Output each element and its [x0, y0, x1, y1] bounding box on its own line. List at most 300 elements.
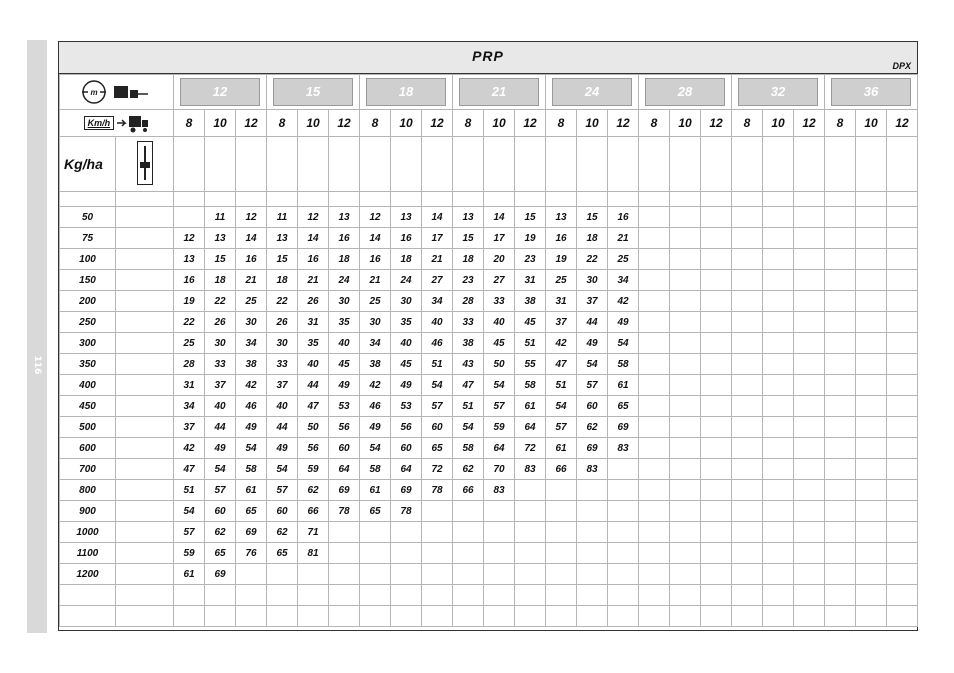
setting-cell: 78	[329, 501, 360, 522]
setting-cell	[856, 438, 887, 459]
setting-cell: 54	[453, 417, 484, 438]
setting-cell	[546, 522, 577, 543]
setting-cell	[794, 354, 825, 375]
setting-cell	[174, 207, 205, 228]
setting-cell: 50	[298, 417, 329, 438]
setting-cell	[763, 375, 794, 396]
setting-cell: 13	[546, 207, 577, 228]
setting-cell: 47	[174, 459, 205, 480]
setting-cell: 62	[267, 522, 298, 543]
setting-cell: 18	[453, 249, 484, 270]
rate-cell: 600	[60, 438, 116, 459]
setting-cell	[732, 459, 763, 480]
setting-cell	[856, 312, 887, 333]
rate-cell: 1000	[60, 522, 116, 543]
rate-cell: 300	[60, 333, 116, 354]
setting-cell	[825, 501, 856, 522]
setting-cell	[670, 396, 701, 417]
setting-cell: 30	[236, 312, 267, 333]
setting-cell	[701, 396, 732, 417]
setting-cell: 16	[329, 228, 360, 249]
setting-cell	[701, 228, 732, 249]
setting-cell: 64	[391, 459, 422, 480]
setting-cell	[453, 564, 484, 585]
setting-cell: 61	[515, 396, 546, 417]
setting-cell: 43	[453, 354, 484, 375]
setting-cell: 62	[205, 522, 236, 543]
speed-header: 8	[825, 110, 856, 137]
table-row	[60, 207, 918, 228]
setting-cell	[763, 396, 794, 417]
setting-cell	[732, 228, 763, 249]
setting-cell	[670, 228, 701, 249]
setting-cell: 65	[608, 396, 639, 417]
setting-cell: 25	[174, 333, 205, 354]
setting-cell: 61	[236, 480, 267, 501]
table-row	[60, 354, 918, 375]
setting-cell: 25	[608, 249, 639, 270]
tractor-speed-icon	[117, 113, 149, 133]
setting-cell: 30	[267, 333, 298, 354]
setting-cell: 78	[422, 480, 453, 501]
empty-row	[60, 606, 918, 627]
setting-cell: 13	[391, 207, 422, 228]
setting-cell	[856, 417, 887, 438]
rate-cell: 450	[60, 396, 116, 417]
setting-cell: 61	[608, 375, 639, 396]
setting-cell: 54	[577, 354, 608, 375]
setting-cell	[422, 564, 453, 585]
setting-cell: 19	[515, 228, 546, 249]
setting-cell: 12	[236, 207, 267, 228]
rate-cell: 700	[60, 459, 116, 480]
setting-cell: 33	[205, 354, 236, 375]
setting-cell	[639, 459, 670, 480]
setting-cell	[701, 438, 732, 459]
setting-cell: 30	[205, 333, 236, 354]
setting-cell	[329, 522, 360, 543]
setting-cell: 47	[453, 375, 484, 396]
setting-cell: 64	[515, 417, 546, 438]
setting-cell: 44	[577, 312, 608, 333]
table-row	[60, 249, 918, 270]
setting-cell	[794, 564, 825, 585]
setting-cell	[453, 522, 484, 543]
setting-cell: 65	[267, 543, 298, 564]
setting-cell	[856, 459, 887, 480]
setting-cell	[856, 501, 887, 522]
width-group-header	[732, 75, 825, 110]
setting-cell	[763, 291, 794, 312]
setting-cell	[670, 501, 701, 522]
setting-cell: 22	[577, 249, 608, 270]
setting-cell	[546, 543, 577, 564]
setting-cell	[732, 417, 763, 438]
setting-cell	[670, 375, 701, 396]
setting-cell: 62	[577, 417, 608, 438]
speed-header: 8	[267, 110, 298, 137]
speed-header: 12	[608, 110, 639, 137]
setting-cell: 60	[422, 417, 453, 438]
setting-cell: 37	[546, 312, 577, 333]
speed-header: 10	[763, 110, 794, 137]
setting-cell	[670, 207, 701, 228]
svg-text:m: m	[89, 88, 98, 97]
setting-cell: 47	[546, 354, 577, 375]
setting-cell: 51	[453, 396, 484, 417]
setting-cell	[670, 480, 701, 501]
setting-cell: 31	[515, 270, 546, 291]
speed-header: 10	[484, 110, 515, 137]
setting-cell: 49	[391, 375, 422, 396]
rate-cell: 150	[60, 270, 116, 291]
setting-cell: 56	[391, 417, 422, 438]
setting-cell: 21	[608, 228, 639, 249]
setting-cell: 47	[298, 396, 329, 417]
setting-cell	[670, 270, 701, 291]
setting-cell: 44	[298, 375, 329, 396]
rate-cell: 75	[60, 228, 116, 249]
setting-cell	[639, 228, 670, 249]
setting-cell	[732, 375, 763, 396]
setting-cell: 66	[298, 501, 329, 522]
setting-cell	[701, 543, 732, 564]
setting-cell: 30	[360, 312, 391, 333]
setting-cell: 45	[391, 354, 422, 375]
setting-cell	[701, 312, 732, 333]
setting-cell: 37	[174, 417, 205, 438]
setting-cell	[887, 228, 918, 249]
setting-cell	[732, 396, 763, 417]
width-group-header	[267, 75, 360, 110]
setting-cell	[825, 333, 856, 354]
setting-cell: 11	[205, 207, 236, 228]
setting-cell	[763, 543, 794, 564]
setting-cell: 40	[298, 354, 329, 375]
setting-cell: 69	[205, 564, 236, 585]
setting-cell: 34	[608, 270, 639, 291]
setting-cell: 60	[329, 438, 360, 459]
setting-cell	[794, 543, 825, 564]
setting-cell	[825, 417, 856, 438]
setting-cell	[732, 333, 763, 354]
setting-cell: 30	[577, 270, 608, 291]
setting-cell: 83	[515, 459, 546, 480]
width-group-header	[174, 75, 267, 110]
setting-cell: 44	[267, 417, 298, 438]
setting-cell: 62	[453, 459, 484, 480]
setting-cell: 61	[360, 480, 391, 501]
setting-cell	[546, 564, 577, 585]
setting-cell: 25	[546, 270, 577, 291]
setting-cell: 21	[360, 270, 391, 291]
setting-cell	[732, 564, 763, 585]
setting-cell: 35	[298, 333, 329, 354]
rate-icon-cell	[116, 137, 174, 192]
setting-cell: 70	[484, 459, 515, 480]
setting-cell	[360, 564, 391, 585]
setting-cell: 62	[298, 480, 329, 501]
setting-cell: 18	[267, 270, 298, 291]
setting-cell	[887, 291, 918, 312]
setting-cell	[825, 312, 856, 333]
setting-cell	[763, 228, 794, 249]
setting-cell	[701, 480, 732, 501]
setting-cell	[515, 564, 546, 585]
setting-cell: 54	[608, 333, 639, 354]
setting-cell: 55	[515, 354, 546, 375]
setting-cell: 58	[236, 459, 267, 480]
setting-cell	[670, 417, 701, 438]
setting-cell: 27	[484, 270, 515, 291]
width-badge: 36	[831, 78, 911, 106]
table-row	[60, 522, 918, 543]
setting-cell	[856, 564, 887, 585]
setting-cell: 27	[422, 270, 453, 291]
setting-cell	[732, 438, 763, 459]
setting-cell	[763, 312, 794, 333]
setting-cell	[639, 270, 670, 291]
setting-cell: 14	[236, 228, 267, 249]
setting-cell	[732, 522, 763, 543]
table-row	[60, 333, 918, 354]
setting-cell: 14	[484, 207, 515, 228]
setting-cell: 54	[422, 375, 453, 396]
setting-cell	[856, 375, 887, 396]
setting-cell	[608, 564, 639, 585]
rate-cell: 350	[60, 354, 116, 375]
setting-cell: 59	[174, 543, 205, 564]
setting-cell: 16	[546, 228, 577, 249]
setting-cell: 23	[453, 270, 484, 291]
rate-cell: 200	[60, 291, 116, 312]
setting-cell: 40	[329, 333, 360, 354]
setting-cell	[856, 249, 887, 270]
setting-cell: 40	[422, 312, 453, 333]
setting-cell	[422, 522, 453, 543]
setting-cell	[639, 564, 670, 585]
setting-cell: 69	[329, 480, 360, 501]
setting-cell	[639, 207, 670, 228]
setting-cell	[825, 480, 856, 501]
speed-header: 8	[453, 110, 484, 137]
setting-cell: 64	[484, 438, 515, 459]
setting-cell: 22	[205, 291, 236, 312]
rate-cell: 50	[60, 207, 116, 228]
rate-unit-label: Kg/ha	[64, 156, 103, 172]
rate-cell: 900	[60, 501, 116, 522]
setting-cell	[515, 501, 546, 522]
setting-cell: 17	[484, 228, 515, 249]
setting-cell: 69	[236, 522, 267, 543]
setting-cell: 57	[174, 522, 205, 543]
table-row	[60, 312, 918, 333]
setting-cell: 49	[236, 417, 267, 438]
table-row	[60, 438, 918, 459]
setting-cell	[825, 564, 856, 585]
setting-cell	[825, 438, 856, 459]
setting-cell: 72	[515, 438, 546, 459]
setting-cell	[825, 522, 856, 543]
table-row	[60, 375, 918, 396]
setting-cell	[794, 438, 825, 459]
setting-cell	[856, 228, 887, 249]
setting-cell	[732, 354, 763, 375]
setting-cell: 15	[267, 249, 298, 270]
speed-header: 10	[298, 110, 329, 137]
width-badge: 28	[645, 78, 725, 106]
setting-cell	[732, 249, 763, 270]
setting-cell	[794, 396, 825, 417]
speed-header: 12	[236, 110, 267, 137]
setting-cell: 54	[546, 396, 577, 417]
setting-cell: 14	[298, 228, 329, 249]
setting-cell	[732, 543, 763, 564]
setting-cell: 44	[205, 417, 236, 438]
setting-cell	[577, 543, 608, 564]
setting-cell: 18	[391, 249, 422, 270]
setting-cell	[639, 291, 670, 312]
setting-cell: 21	[298, 270, 329, 291]
setting-cell: 54	[236, 438, 267, 459]
setting-cell: 22	[174, 312, 205, 333]
setting-cell	[701, 501, 732, 522]
width-group-header	[360, 75, 453, 110]
setting-cell: 42	[608, 291, 639, 312]
setting-cell	[236, 564, 267, 585]
setting-cell: 65	[236, 501, 267, 522]
setting-cell: 57	[205, 480, 236, 501]
setting-cell	[763, 459, 794, 480]
setting-cell	[701, 249, 732, 270]
setting-cell: 54	[174, 501, 205, 522]
setting-cell	[298, 564, 329, 585]
setting-cell: 51	[422, 354, 453, 375]
setting-cell	[825, 375, 856, 396]
setting-cell: 12	[298, 207, 329, 228]
setting-cell	[701, 270, 732, 291]
setting-cell	[887, 312, 918, 333]
setting-cell: 46	[422, 333, 453, 354]
setting-cell: 16	[174, 270, 205, 291]
setting-cell: 20	[484, 249, 515, 270]
setting-cell	[794, 207, 825, 228]
width-badge: 12	[180, 78, 260, 106]
setting-cell: 57	[484, 396, 515, 417]
speed-header: 10	[577, 110, 608, 137]
setting-cell	[329, 564, 360, 585]
setting-cell: 45	[515, 312, 546, 333]
setting-cell	[639, 249, 670, 270]
table-row	[60, 543, 918, 564]
speed-header: 8	[732, 110, 763, 137]
setting-cell	[515, 480, 546, 501]
setting-cell	[825, 459, 856, 480]
width-group-header	[546, 75, 639, 110]
setting-cell	[391, 543, 422, 564]
calibration-table-frame	[58, 41, 918, 631]
setting-cell	[577, 480, 608, 501]
setting-cell	[887, 249, 918, 270]
speed-header: 12	[329, 110, 360, 137]
setting-cell: 46	[236, 396, 267, 417]
rate-cell: 100	[60, 249, 116, 270]
setting-cell: 54	[360, 438, 391, 459]
setting-cell: 45	[484, 333, 515, 354]
setting-cell	[515, 522, 546, 543]
speed-header: 10	[670, 110, 701, 137]
setting-cell: 76	[236, 543, 267, 564]
setting-cell	[608, 480, 639, 501]
setting-cell	[794, 249, 825, 270]
setting-cell: 12	[360, 207, 391, 228]
setting-cell	[763, 564, 794, 585]
setting-cell: 38	[453, 333, 484, 354]
setting-cell	[453, 543, 484, 564]
setting-cell	[670, 333, 701, 354]
setting-cell	[639, 522, 670, 543]
setting-cell	[670, 249, 701, 270]
setting-cell	[608, 459, 639, 480]
side-strip	[27, 40, 47, 633]
setting-cell	[794, 333, 825, 354]
speed-header: 12	[887, 110, 918, 137]
setting-cell: 49	[577, 333, 608, 354]
setting-cell: 25	[360, 291, 391, 312]
setting-cell	[794, 501, 825, 522]
setting-cell: 21	[422, 249, 453, 270]
setting-cell: 28	[453, 291, 484, 312]
speed-header: 12	[701, 110, 732, 137]
setting-cell: 15	[515, 207, 546, 228]
setting-cell: 57	[577, 375, 608, 396]
setting-cell: 57	[422, 396, 453, 417]
setting-cell	[732, 312, 763, 333]
setting-cell: 58	[608, 354, 639, 375]
setting-cell	[639, 480, 670, 501]
setting-cell	[577, 522, 608, 543]
setting-cell: 35	[329, 312, 360, 333]
setting-cell	[794, 480, 825, 501]
setting-cell: 13	[453, 207, 484, 228]
setting-cell: 51	[515, 333, 546, 354]
setting-cell	[763, 270, 794, 291]
setting-cell	[701, 522, 732, 543]
rate-unit-cell	[60, 137, 116, 192]
setting-cell: 56	[329, 417, 360, 438]
setting-cell	[639, 543, 670, 564]
setting-cell: 54	[484, 375, 515, 396]
setting-cell: 69	[608, 417, 639, 438]
setting-cell	[670, 564, 701, 585]
table-row	[60, 564, 918, 585]
setting-cell	[887, 438, 918, 459]
setting-cell: 18	[577, 228, 608, 249]
setting-cell: 54	[205, 459, 236, 480]
model-label: DPX	[892, 61, 911, 71]
rate-cell: 1200	[60, 564, 116, 585]
speed-header: 8	[174, 110, 205, 137]
setting-cell	[608, 543, 639, 564]
setting-cell: 46	[360, 396, 391, 417]
speed-header: 10	[856, 110, 887, 137]
setting-cell: 31	[546, 291, 577, 312]
calibration-grid	[59, 74, 918, 627]
setting-cell: 60	[267, 501, 298, 522]
setting-cell: 51	[174, 480, 205, 501]
speed-header: 12	[515, 110, 546, 137]
setting-cell: 35	[391, 312, 422, 333]
